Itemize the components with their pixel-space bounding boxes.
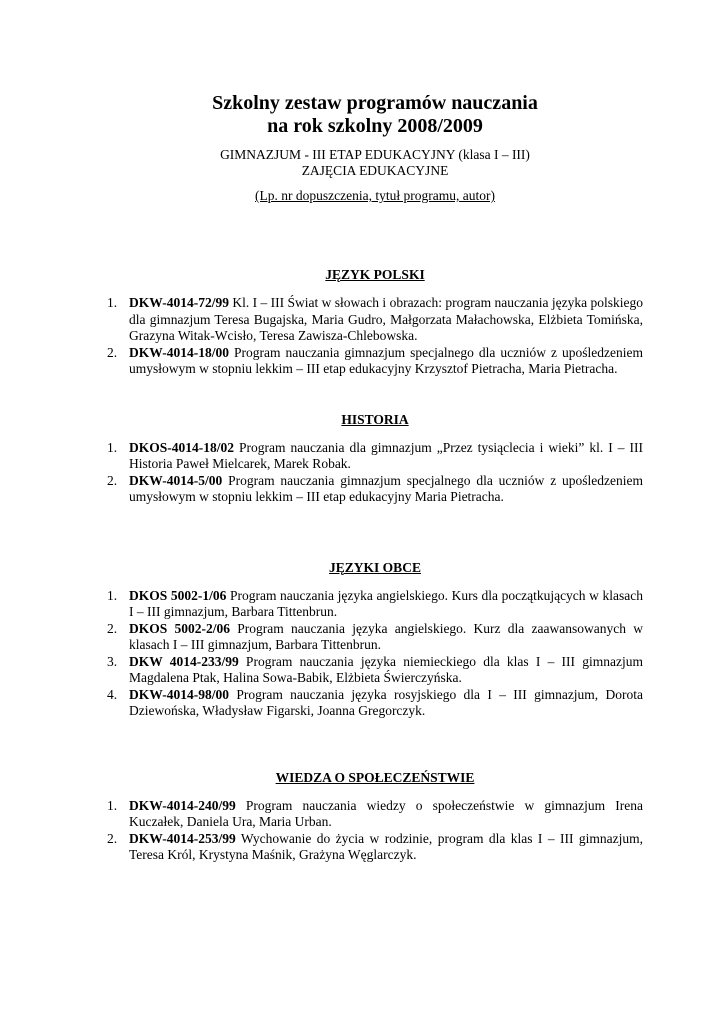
section-heading: JĘZYKI OBCE (329, 559, 421, 575)
list-item (107, 621, 643, 654)
approval-code: DKW-4014-72/99 (129, 295, 229, 310)
section-jezyk-polski (107, 267, 643, 378)
program-description: Program nauczania języka rosyjskiego dla I – III gimnazjum, Dorota Dziewońska, Władysław Figarski, Joanna Gregorczyk. (129, 686, 643, 718)
list-item (107, 473, 643, 506)
approval-code: DKW 4014-233/99 (129, 653, 239, 669)
classes-subtitle: ZAJĘCIA EDUKACYJNE (301, 163, 449, 178)
item-number: 1. (107, 797, 118, 813)
list-item (107, 831, 643, 864)
approval-code: DKW-4014-240/99 (129, 797, 236, 813)
program-description: Program nauczania dla gimnazjum „Przez tysiąclecia i wieki” kl. I – III Historia Paweł Mielcarek, Marek Robak. (129, 439, 643, 471)
section-heading: JĘZYK POLSKI (325, 267, 425, 282)
approval-code: DKOS 5002-2/06 (129, 620, 231, 636)
approval-code: DKW-4014-253/99 (129, 830, 236, 846)
item-number: 1. (107, 295, 118, 310)
section-wiedza-o-spoleczenstwie (107, 770, 643, 864)
approval-code: DKOS-4014-18/02 (129, 439, 235, 455)
program-description: Program nauczania gimnazjum specjalnego dla uczniów z upośledzeniem umysłowym w stopniu lekkim – III etap edukacyjny Maria Pietracha. (129, 472, 643, 504)
program-description: Program nauczania języka angielskiego. Kurz dla zaawansowanych w klasach I – III gimnazjum, Barbara Tittenbrun. (129, 620, 643, 652)
list-item (107, 295, 643, 345)
section-heading: HISTORIA (341, 411, 409, 427)
item-number: 3. (107, 653, 118, 669)
approval-code: DKW-4014-5/00 (129, 472, 223, 488)
item-number: 2. (107, 344, 118, 360)
item-number: 2. (107, 830, 118, 846)
section-historia (107, 412, 643, 506)
document-title-line1: Szkolny zestaw programów nauczania (212, 92, 538, 114)
approval-code: DKW-4014-18/00 (129, 344, 229, 360)
legend-note: (Lp. nr dopuszczenia, tytuł programu, autor) (255, 188, 495, 203)
program-description: Kl. I – III Świat w słowach i obrazach: program nauczania języka polskiego dla gimnazjum Teresa Bugajska, Maria Gudro, Małgorzata Małachowska, Elżbieta Tomińska, Grazyna Witak-Wcisło, Teresa Zawisza-Chlebowska. (129, 295, 643, 343)
list-item (107, 654, 643, 687)
list-item (107, 440, 643, 473)
program-description: Program nauczania języka angielskiego. Kurs dla początkujących w klasach I – III gimnazjum, Barbara Tittenbrun. (129, 587, 643, 619)
approval-code: DKOS 5002-1/06 (129, 587, 227, 603)
program-list (107, 588, 643, 720)
program-list (107, 798, 643, 864)
list-item (107, 687, 643, 720)
school-level-subtitle: GIMNAZJUM - III ETAP EDUKACYJNY (klasa I – III) (220, 147, 530, 162)
program-description: Program nauczania wiedzy o społeczeństwie w gimnazjum Irena Kuczałek, Daniela Ura, Maria Urban. (129, 797, 643, 829)
section-heading: WIEDZA O SPOŁECZEŃSTWIE (275, 769, 475, 785)
program-description: Program nauczania gimnazjum specjalnego dla uczniów z upośledzeniem umysłowym w stopniu lekkim – III etap edukacyjny Krzysztof Pietracha, Maria Pietracha. (129, 344, 643, 376)
section-jezyki-obce (107, 560, 643, 720)
list-item (107, 798, 643, 831)
program-list (107, 440, 643, 506)
item-number: 2. (107, 620, 118, 636)
program-list (107, 295, 643, 378)
program-description: Wychowanie do życia w rodzinie, program dla klas I – III gimnazjum, Teresa Król, Krystyna Maśnik, Grażyna Węglarczyk. (129, 830, 643, 862)
item-number: 4. (107, 686, 118, 702)
item-number: 2. (107, 472, 118, 488)
list-item (107, 345, 643, 378)
approval-code: DKW-4014-98/00 (129, 686, 229, 702)
document-title-line2: na rok szkolny 2008/2009 (267, 115, 483, 137)
item-number: 1. (107, 439, 118, 455)
program-description: Program nauczania języka niemieckiego dla klas I – III gimnazjum Magdalena Ptak, Halina Sowa-Babik, Elżbieta Świerczyńska. (129, 653, 643, 685)
list-item (107, 588, 643, 621)
item-number: 1. (107, 587, 118, 603)
